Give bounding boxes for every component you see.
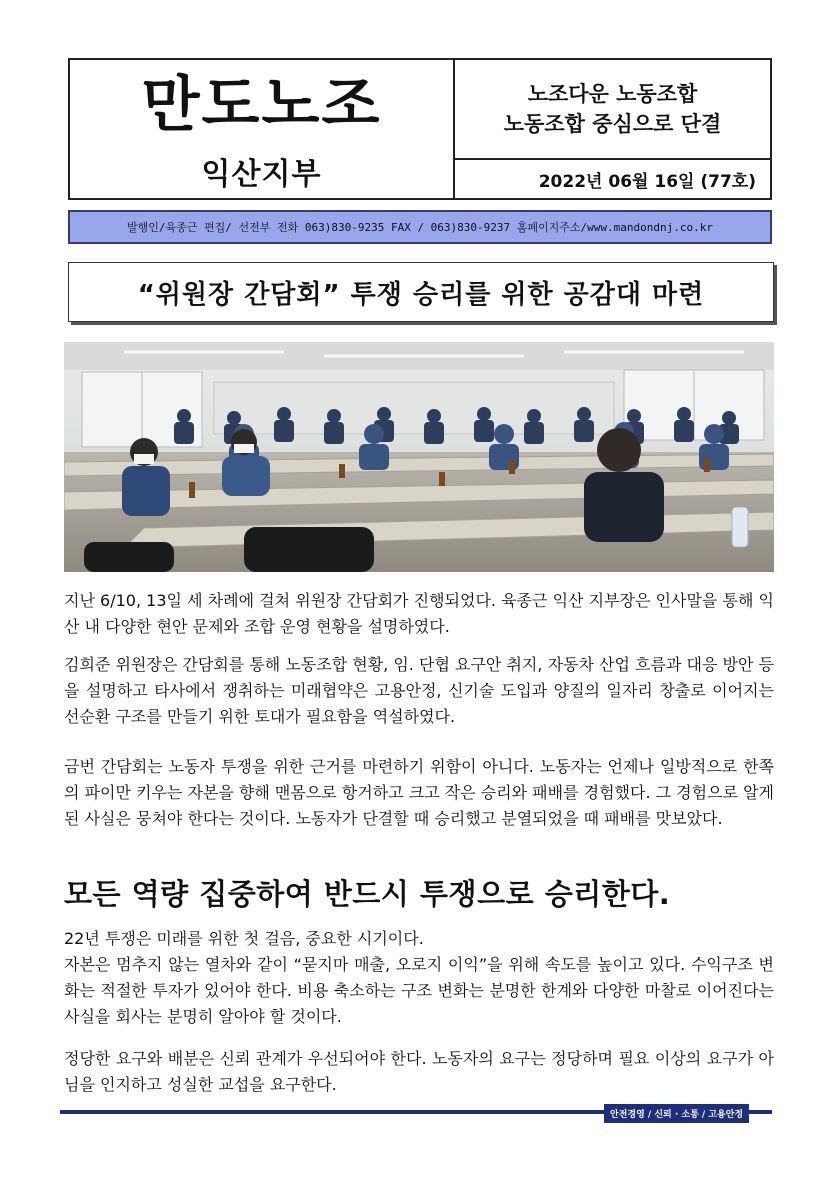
meeting-photo: [64, 342, 774, 572]
slogan-box: [455, 60, 770, 160]
meeting-photo-illustration: [64, 342, 774, 572]
section-subheading: 모든 역량 집중하여 반드시 투쟁으로 승리한다.: [64, 877, 671, 911]
paragraph-1: 지난 6/10, 13일 세 차례에 걸쳐 위원장 간담회가 진행되었다. 육종근 익산 지부장은 인사말을 통해 익산 내 다양한 현안 문제와 조합 운영 현황을 설명하였다.: [64, 591, 774, 636]
masthead-title-block: [70, 60, 455, 198]
paragraph-5: 정당한 요구와 배분은 신뢰 관계가 우선되어야 한다. 노동자의 요구는 정당하며 필요 이상의 요구가 아님을 인지하고 성실한 교섭을 요구한다.: [64, 1049, 774, 1094]
publisher-info-bar: 발행인/육종근 편집/ 선전부 전화 063)830-9235 FAX / 063)830-9237 홈페이지주소/www.mandondnj.co.kr: [68, 210, 772, 244]
branch-name: 익산지부: [201, 157, 322, 192]
paragraph-4b: 자본은 멈추지 않는 열차와 같이 “묻지마 매출, 오로지 이익”을 위해 속도를 높이고 있다. 수익구조 변화는 적절한 투자가 있어야 한다. 비용 축소하는 구조 변화는 분명한 한계와 다양한 마찰로 이어진다는 사실을 회사는 분명히 알아야 할 것이다.: [64, 955, 774, 1026]
paragraph-4a: 22년 투쟁은 미래를 위한 첫 걸음, 중요한 시기이다.: [64, 929, 424, 948]
slogan-line-2: 노동조합 중심으로 단결: [503, 112, 722, 136]
newsletter-title: 만도노조: [141, 70, 382, 140]
masthead: [68, 58, 772, 200]
slogan-line-1: 노조다운 노동조합: [527, 82, 698, 106]
masthead-info-block: [455, 60, 770, 198]
footer-tagline: 안전경영 / 신뢰 · 소통 / 고용안정: [604, 1104, 749, 1123]
paragraph-3: 금번 간담회는 노동자 투쟁을 위한 근거를 마련하기 위함이 아니다. 노동자는 언제나 일방적으로 한쪽의 파이만 키우는 자본을 향해 맨몸으로 항거하고 크고 작은 승리와 패배를 경험했다. 그 경험으로 알게 된 사실은 뭉쳐야 한다는 것이다. 노동자가 단결할 때 승리했고 분열되었을 때 패배를 맛보았다.: [64, 757, 774, 828]
paragraph-2: 김희준 위원장은 간담회를 통해 노동조합 현황, 임. 단협 요구안 취지, 자동차 산업 흐름과 대응 방안 등을 설명하고 타사에서 쟁취하는 미래협약은 고용안정, 신기술 도입과 양질의 일자리 창출로 이어지는 선순환 구조를 만들기 위한 토대가 필요함을 역설하였다.: [64, 655, 774, 726]
issue-date: 2022년 06월 16일 (77호): [538, 171, 756, 192]
article-headline: “위원장 간담회” 투쟁 승리를 위한 공감대 마련: [68, 262, 774, 322]
